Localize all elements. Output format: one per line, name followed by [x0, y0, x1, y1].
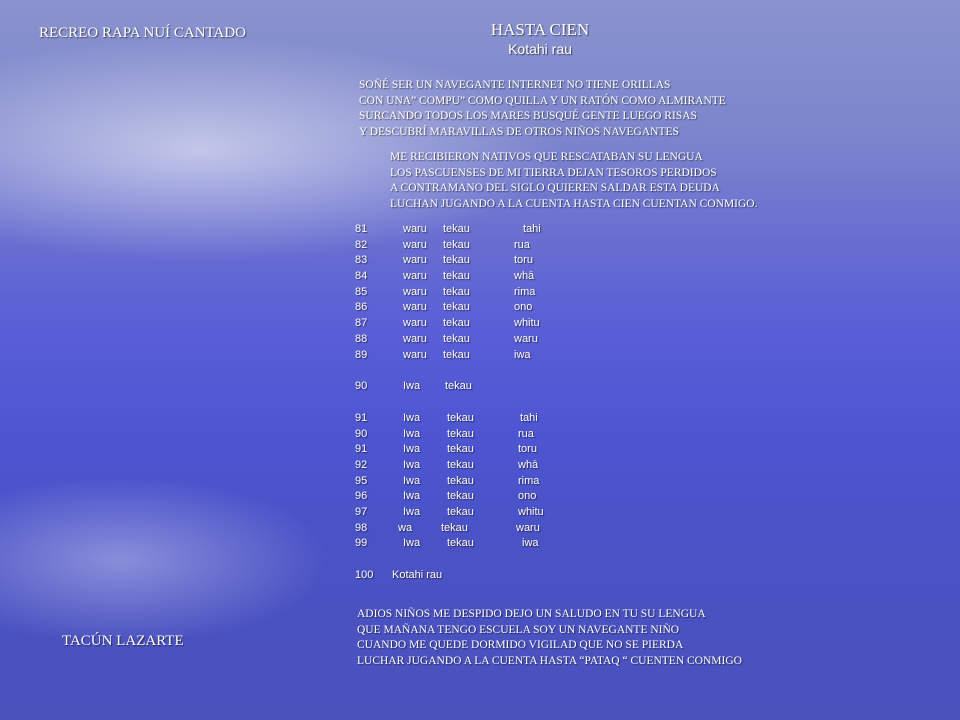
count-word: waru	[403, 270, 427, 283]
count-word: tahi	[523, 223, 541, 235]
count-number: 91	[355, 443, 368, 456]
count-word: rima	[514, 285, 536, 298]
count-number: 90	[355, 380, 368, 393]
count-word: ono	[518, 490, 537, 503]
count-word: tekau	[443, 270, 470, 283]
count-number: 97	[355, 506, 368, 518]
count-word: rua	[518, 427, 534, 440]
count-word: tekau	[447, 427, 474, 440]
count-word: tekau	[441, 521, 468, 534]
verse-line: ME RECIBIERON NATIVOS QUE RESCATABAN SU LENGUA	[390, 151, 703, 163]
count-word: rua	[514, 238, 530, 251]
count-number: 99	[355, 537, 368, 550]
count-word: waru	[514, 332, 538, 345]
count-number: 85	[355, 285, 368, 298]
author-credit: TACÚN LAZARTE	[62, 633, 184, 649]
verse-line: SOÑÉ SER UN NAVEGANTE INTERNET NO TIENE ORILLAS	[359, 79, 671, 91]
page-title: HASTA CIEN	[490, 20, 590, 39]
count-word: tekau	[443, 254, 470, 267]
count-word: whā	[518, 458, 539, 471]
count-word: waru	[403, 332, 427, 345]
count-word: tekau	[447, 458, 474, 471]
count-number: 81	[355, 223, 368, 235]
count-number: 90	[355, 427, 368, 440]
page-subtitle: Kotahi rau	[508, 41, 572, 57]
count-word: tahi	[520, 411, 538, 424]
count-word: tekau	[443, 348, 470, 361]
count-number: 91	[355, 411, 368, 424]
count-number: 84	[355, 270, 368, 283]
verse-line: A CONTRAMANO DEL SIGLO QUIEREN SALDAR ESTA DEUDA	[390, 182, 720, 194]
count-word: iwa	[514, 348, 531, 361]
verse-line: LUCHAR JUGANDO A LA CUENTA HASTA “PATAQ “ CUENTEN CONMIGO	[357, 654, 742, 667]
count-word: whā	[514, 270, 535, 283]
count-word: tekau	[447, 411, 474, 424]
count-word: rima	[518, 474, 540, 487]
count-word: iwa	[522, 537, 539, 550]
count-word: waru	[403, 223, 427, 235]
verse-1	[359, 78, 726, 140]
count-word: Iwa	[403, 458, 421, 471]
verse-line: CON UNA” COMPU” COMO QUILLA Y UN RATÓN COMO ALMIRANTE	[359, 94, 726, 107]
count-word: tekau	[447, 474, 474, 487]
count-word: tekau	[447, 537, 474, 550]
verse-3	[357, 607, 742, 669]
verse-line: LUCHAN JUGANDO A LA CUENTA HASTA CIEN CUENTAN CONMIGO.	[390, 197, 758, 210]
verse-line: QUE MAÑANA TENGO ESCUELA SOY UN NAVEGANTE NIÑO	[357, 623, 680, 636]
count-word: waru	[403, 285, 427, 298]
verse-2	[390, 150, 757, 212]
count-number: 87	[355, 317, 368, 330]
count-word: waru	[403, 254, 427, 267]
count-word: Iwa	[403, 427, 421, 440]
count-word: tekau	[443, 238, 470, 251]
count-word: Iwa	[403, 490, 421, 503]
count-word: Iwa	[403, 506, 421, 518]
verse-line: Y DESCUBRÍ MARAVILLAS DE OTROS NIÑOS NAVEGANTES	[359, 125, 679, 138]
count-word: Iwa	[403, 411, 421, 424]
count-number: 82	[355, 238, 368, 251]
count-word: waru	[403, 301, 427, 314]
count-word: tekau	[447, 506, 474, 518]
count-number: 86	[355, 301, 368, 314]
count-word: Iwa	[403, 537, 421, 550]
count-word: wa	[398, 521, 413, 534]
count-word: waru	[403, 317, 427, 330]
count-word: tekau	[443, 285, 470, 298]
count-number: 100	[355, 569, 374, 582]
count-number: 98	[355, 521, 368, 534]
count-word: tekau	[443, 317, 470, 330]
count-word: toru	[518, 443, 537, 456]
count-word: tekau	[445, 380, 472, 393]
count-word: Iwa	[403, 380, 421, 393]
corner-title: RECREO RAPA NUÍ CANTADO	[39, 25, 247, 41]
count-word: ono	[514, 301, 533, 314]
count-number: 88	[355, 332, 368, 345]
count-word: tekau	[443, 332, 470, 345]
count-word: tekau	[447, 490, 474, 503]
count-number: 92	[355, 458, 368, 471]
count-word: Kotahi rau	[392, 569, 443, 582]
count-word: Iwa	[403, 443, 421, 456]
verse-line: CUANDO ME QUEDE DORMIDO VIGILAD QUE NO SE PIERDA	[357, 639, 684, 651]
verse-line: SURCANDO TODOS LOS MARES BUSQUÉ GENTE LUEGO RISAS	[359, 110, 697, 122]
count-word: whitu	[514, 317, 540, 330]
count-word: tekau	[447, 443, 474, 456]
verse-line: LOS PASCUENSES DE MI TIERRA DEJAN TESOROS PERDIDOS	[390, 166, 717, 179]
count-word: waru	[516, 521, 540, 534]
count-word: waru	[403, 238, 427, 251]
count-number: 96	[355, 490, 368, 503]
count-number: 89	[355, 348, 368, 361]
count-word: whitu	[518, 506, 544, 518]
count-number: 83	[355, 254, 368, 267]
count-word: Iwa	[403, 474, 421, 487]
count-word: tekau	[443, 301, 470, 314]
count-word: toru	[514, 254, 533, 267]
verse-line: ADIOS NIÑOS ME DESPIDO DEJO UN SALUDO EN TU SU LENGUA	[357, 608, 706, 620]
count-word: waru	[403, 348, 427, 361]
count-word: tekau	[443, 223, 470, 235]
count-number: 95	[355, 474, 368, 487]
